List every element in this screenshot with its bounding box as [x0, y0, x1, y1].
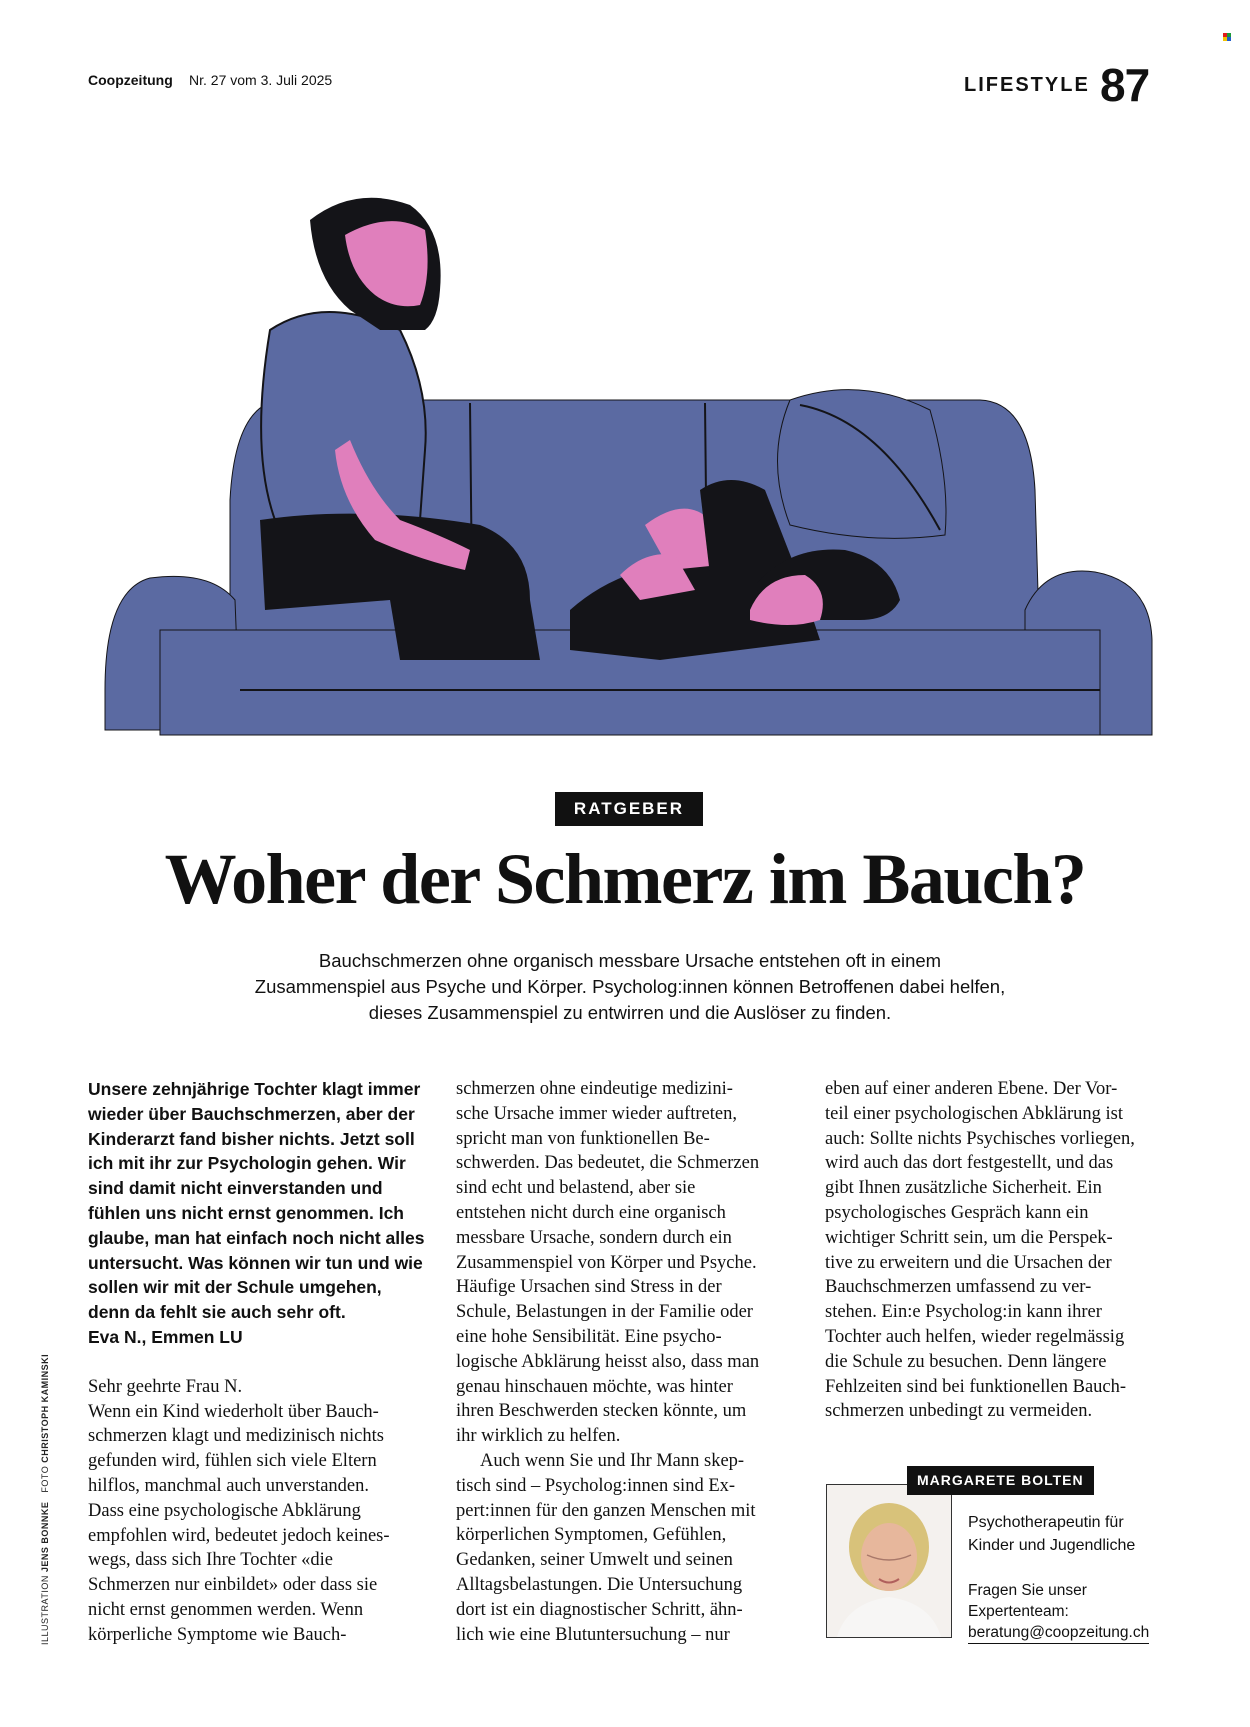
answer-line: körperliche Symptome wie Bauch- [88, 1624, 347, 1645]
answer-line: hilflos, manchmal auch unverstanden. [88, 1475, 370, 1496]
answer-line: Wenn ein Kind wiederholt über Bauch- [88, 1401, 379, 1422]
answer-line: teil einer psychologischen Abklärung ist [825, 1103, 1123, 1124]
answer-line: sind echt und belastend, aber sie [456, 1178, 696, 1199]
answer-line: stehen. Ein:e Psycholog:in kann ihrer [825, 1302, 1102, 1323]
answer-line: Fehlzeiten sind bei funktionellen Bauch- [825, 1376, 1127, 1397]
answer-line: schmerzen klagt und medizinisch nichts [88, 1426, 384, 1447]
article-kicker: RATGEBER [555, 792, 703, 826]
answer-line: entstehen nicht durch eine organisch [456, 1202, 726, 1223]
contact-line: Expertenteam: [968, 1603, 1069, 1620]
answer-line: spricht man von funktionellen Be- [456, 1128, 710, 1149]
answer-line: ihr wirklich zu helfen. [456, 1426, 621, 1447]
answer-line: schmerzen unbedingt zu vermeiden. [825, 1401, 1093, 1422]
answer-line: messbare Ursache, sondern durch ein [456, 1227, 732, 1248]
image-credits [40, 1354, 50, 1645]
answer-line: tive zu erweitern und die Ursachen der [825, 1252, 1112, 1273]
print-color-mark [1223, 33, 1231, 41]
lead-line: Zusammenspiel aus Psyche und Körper. Psycholog:innen können Betroffenen dabei helfen, [254, 976, 1006, 997]
answer-line: die Schule zu besuchen. Denn längere [825, 1351, 1107, 1372]
answer-line: psychologisches Gespräch kann ein [825, 1202, 1089, 1223]
question-line: glaube, man hat einfach noch nicht alles [88, 1227, 425, 1248]
expert-contact [968, 1580, 1149, 1644]
photo-credit-label: FOTO [40, 1465, 50, 1493]
answer-line: wegs, dass sich Ihre Tochter «die [88, 1550, 333, 1571]
expert-email-link[interactable]: beratung@coopzeitung.ch [968, 1622, 1149, 1644]
issue-info: Nr. 27 vom 3. Juli 2025 [189, 72, 333, 88]
section-label: LIFESTYLE [964, 74, 1090, 96]
answer-line: Gedanken, seiner Umwelt und seinen [456, 1550, 733, 1571]
question-signature: Eva N., Emmen LU [88, 1326, 243, 1347]
answer-line: dort ist ein diagnostischer Schritt, ähn- [456, 1599, 743, 1620]
question-line: Kinderarzt fand bisher nichts. Jetzt soll [88, 1128, 415, 1149]
photo-credit-name: CHRISTOPH KAMINSKI [40, 1353, 50, 1463]
answer-line: eine hohe Sensibilität. Eine psycho- [456, 1326, 722, 1347]
reader-question [88, 1077, 424, 1350]
answer-line: Sehr geehrte Frau N. [88, 1376, 243, 1397]
article-column-1 [88, 1077, 424, 1648]
mother-child-sofa-illustration [100, 190, 1160, 745]
answer-line: körperlichen Symptomen, Gefühlen, [456, 1525, 727, 1546]
expert-role-line: Kinder und Jugendliche [968, 1537, 1136, 1554]
article-column-2 [456, 1077, 759, 1647]
answer-line: logische Abklärung heisst also, dass man [456, 1351, 760, 1372]
question-line: Unsere zehnjährige Tochter klagt immer [88, 1079, 421, 1099]
question-line: sollen wir mit der Schule umgehen, [88, 1277, 382, 1298]
lead-line: dieses Zusammenspiel zu entwirren und die Auslöser zu finden. [368, 1002, 892, 1023]
answer-line: Schule, Belastungen in der Familie oder [456, 1302, 753, 1323]
answer-line: tisch sind – Psycholog:innen sind Ex- [456, 1475, 736, 1496]
answer-line: Alltagsbelastungen. Die Untersuchung [456, 1574, 743, 1595]
illustration-credit-name: JENS BONNKE [40, 1501, 50, 1573]
answer-line: wichtiger Schritt sein, um die Perspek- [825, 1227, 1113, 1248]
expert-name: MARGARETE BOLTEN [907, 1466, 1094, 1495]
answer-line: pert:innen für den ganzen Menschen mit [456, 1500, 756, 1521]
answer-line: Auch wenn Sie und Ihr Mann skep- [480, 1450, 745, 1471]
answer-text [88, 1375, 424, 1648]
page-number: 87 [1100, 59, 1150, 111]
expert-role [968, 1511, 1135, 1557]
answer-line: schwerden. Das bedeutet, die Schmerzen [456, 1153, 760, 1174]
answer-line: schmerzen ohne eindeutige medizini- [456, 1079, 733, 1099]
answer-line: sche Ursache immer wieder auftreten, [456, 1103, 737, 1124]
lead-line: Bauchschmerzen ohne organisch messbare Ursache entstehen oft in einem [318, 950, 942, 971]
answer-line: wird auch das dort festgestellt, und das [825, 1153, 1114, 1174]
article-title: Woher der Schmerz im Bauch? [164, 839, 1086, 919]
answer-line: auch: Sollte nichts Psychisches vorliegen, [825, 1128, 1135, 1149]
answer-line: Bauchschmerzen umfassend zu ver- [825, 1277, 1092, 1298]
article-lead [200, 948, 1060, 1026]
answer-line: eben auf einer anderen Ebene. Der Vor- [825, 1079, 1118, 1099]
expert-role-line: Psychotherapeutin für [968, 1514, 1124, 1531]
question-line: ich mit ihr zur Psychologin gehen. Wir [88, 1153, 406, 1174]
answer-line: Dass eine psychologische Abklärung [88, 1500, 361, 1521]
question-line: sind damit nicht einverstanden und [88, 1178, 383, 1199]
answer-line: Tochter auch helfen, wieder regelmässig [825, 1326, 1125, 1347]
answer-line: gefunden wird, fühlen sich viele Eltern [88, 1451, 377, 1472]
answer-line: gibt Ihnen zusätzliche Sicherheit. Ein [825, 1178, 1102, 1199]
question-line: wieder über Bauchschmerzen, aber der [88, 1103, 415, 1124]
answer-line: Schmerzen nur einbildet» oder dass sie [88, 1575, 378, 1596]
answer-line: nicht ernst genommen werden. Wenn [88, 1599, 364, 1620]
answer-line: empfohlen wird, bedeutet jedoch keines- [88, 1525, 390, 1546]
publication-name: Coopzeitung [88, 72, 173, 88]
expert-portrait [826, 1484, 952, 1638]
article-column-3 [825, 1077, 1135, 1424]
answer-line: ihren Beschwerden stecken könnte, um [456, 1401, 747, 1422]
answer-line: Zusammenspiel von Körper und Psyche. [456, 1252, 757, 1273]
question-line: fühlen uns nicht ernst genommen. Ich [88, 1202, 404, 1223]
question-line: denn da fehlt sie auch sehr oft. [88, 1302, 346, 1323]
answer-line: lich wie eine Blutuntersuchung – nur [456, 1624, 730, 1645]
answer-line: genau hinschauen möchte, was hinter [456, 1376, 733, 1397]
question-line: untersucht. Was können wir tun und wie [88, 1252, 423, 1273]
answer-line: Häufige Ursachen sind Stress in der [456, 1277, 722, 1298]
illustration-credit-label: ILLUSTRATION [40, 1575, 50, 1645]
contact-line: Fragen Sie unser [968, 1582, 1087, 1599]
